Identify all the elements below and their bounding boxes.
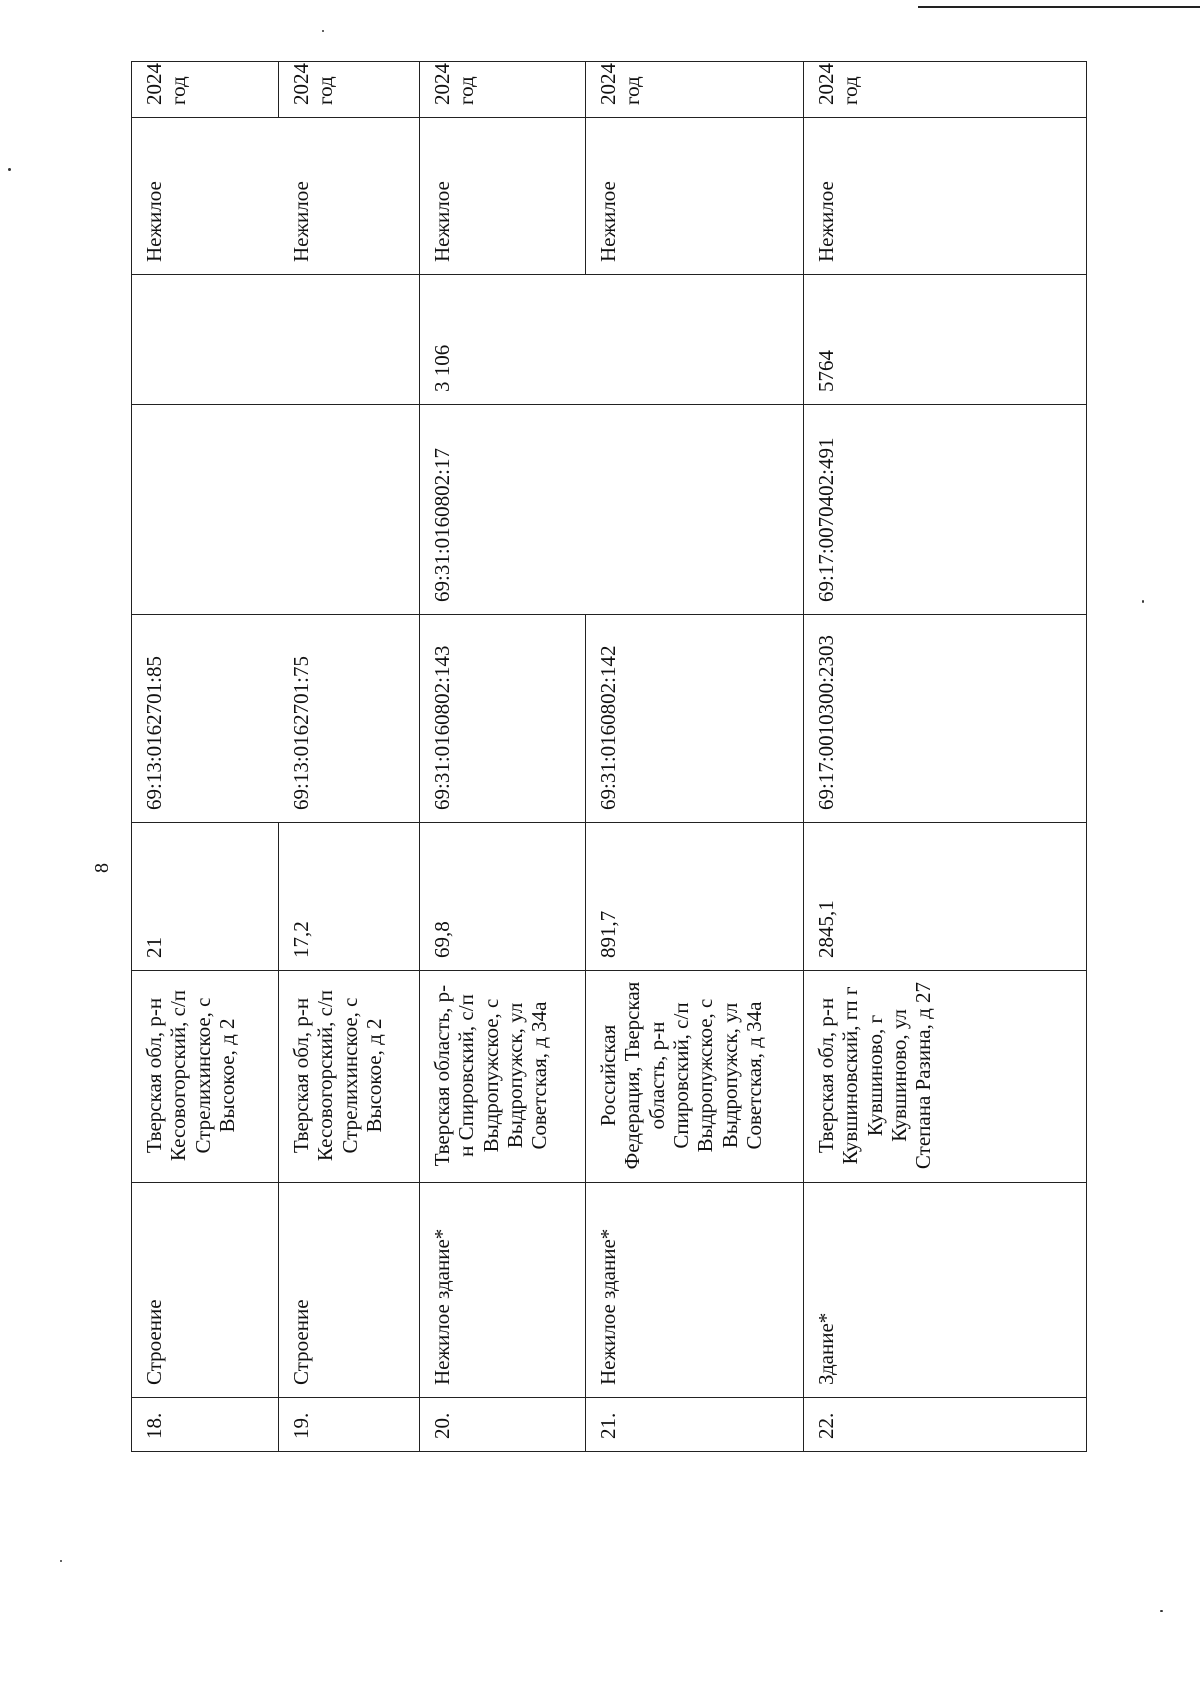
- row-number: 19.: [279, 1398, 420, 1452]
- top-edge-rule: [918, 6, 1200, 8]
- land-cadastral-number: 69:31:0160802:17: [420, 405, 804, 615]
- object-address: Тверская обл, р-н Кесовогорский, с/п Стрелихинское, с Высокое, д 2: [132, 971, 279, 1183]
- registry-table-frame: [131, 62, 1086, 1452]
- table-row: [804, 62, 1087, 1452]
- cadastral-number: 69:17:0010300:2303: [804, 615, 1087, 823]
- land-cadastral-number: [132, 405, 420, 615]
- object-address: Тверская обл, р-н Кесовогорский, с/п Стрелихинское, с Высокое, д 2: [279, 971, 420, 1183]
- purpose: Нежилое: [420, 118, 586, 275]
- object-area: 2845,1: [804, 823, 1087, 971]
- object-type: Нежилое здание*: [586, 1183, 804, 1398]
- object-type: Строение: [132, 1183, 279, 1398]
- cadastral-number: 69:13:0162701:75: [279, 615, 420, 823]
- object-type: Здание*: [804, 1183, 1087, 1398]
- page-number: 8: [91, 863, 113, 873]
- table-row: [586, 62, 804, 1452]
- land-area: 5764: [804, 275, 1087, 405]
- object-area: 69,8: [420, 823, 586, 971]
- purpose: Нежилое: [804, 118, 1087, 275]
- table-row: [279, 62, 420, 1452]
- land-area: [132, 275, 420, 405]
- object-address: Тверская обл, р-н Кувшиновский, гп г Кувшиново, г Кувшиново, ул Степана Разина, д 27: [804, 971, 1087, 1183]
- table-row: [420, 62, 586, 1452]
- object-type: Строение: [279, 1183, 420, 1398]
- object-type: Нежилое здание*: [420, 1183, 586, 1398]
- row-number: 18.: [132, 1398, 279, 1452]
- object-address: Российская Федерация, Тверская область, р-н Спировский, с/п Выдропужское, с Выдропужск, ул Советская, д 34а: [586, 971, 804, 1183]
- purpose: Нежилое: [132, 118, 279, 275]
- cadastral-number: 69:31:0160802:142: [586, 615, 804, 823]
- year: 2024 год: [804, 62, 1087, 118]
- row-number: 21.: [586, 1398, 804, 1452]
- object-address: Тверская область, р-н Спировский, с/п Выдропужское, с Выдропужск, ул Советская, д 34а: [420, 971, 586, 1183]
- scan-speck: [1142, 600, 1144, 603]
- object-area: 891,7: [586, 823, 804, 971]
- cadastral-number: 69:13:0162701:85: [132, 615, 279, 823]
- purpose: Нежилое: [586, 118, 804, 275]
- scan-speck: [322, 30, 324, 32]
- cadastral-number: 69:31:0160802:143: [420, 615, 586, 823]
- scan-speck: [8, 168, 11, 171]
- row-number: 22.: [804, 1398, 1087, 1452]
- year: 2024 год: [279, 62, 420, 118]
- year: 2024 год: [420, 62, 586, 118]
- scan-speck: [60, 1560, 62, 1562]
- row-number: 20.: [420, 1398, 586, 1452]
- scan-speck: [1160, 1610, 1163, 1612]
- object-area: 17,2: [279, 823, 420, 971]
- property-registry-table: [131, 61, 1087, 1452]
- year: 2024 год: [132, 62, 279, 118]
- purpose: Нежилое: [279, 118, 420, 275]
- land-area: 3 106: [420, 275, 804, 405]
- land-cadastral-number: 69:17:0070402:491: [804, 405, 1087, 615]
- year: 2024 год: [586, 62, 804, 118]
- table-row: [132, 62, 279, 1452]
- object-area: 21: [132, 823, 279, 971]
